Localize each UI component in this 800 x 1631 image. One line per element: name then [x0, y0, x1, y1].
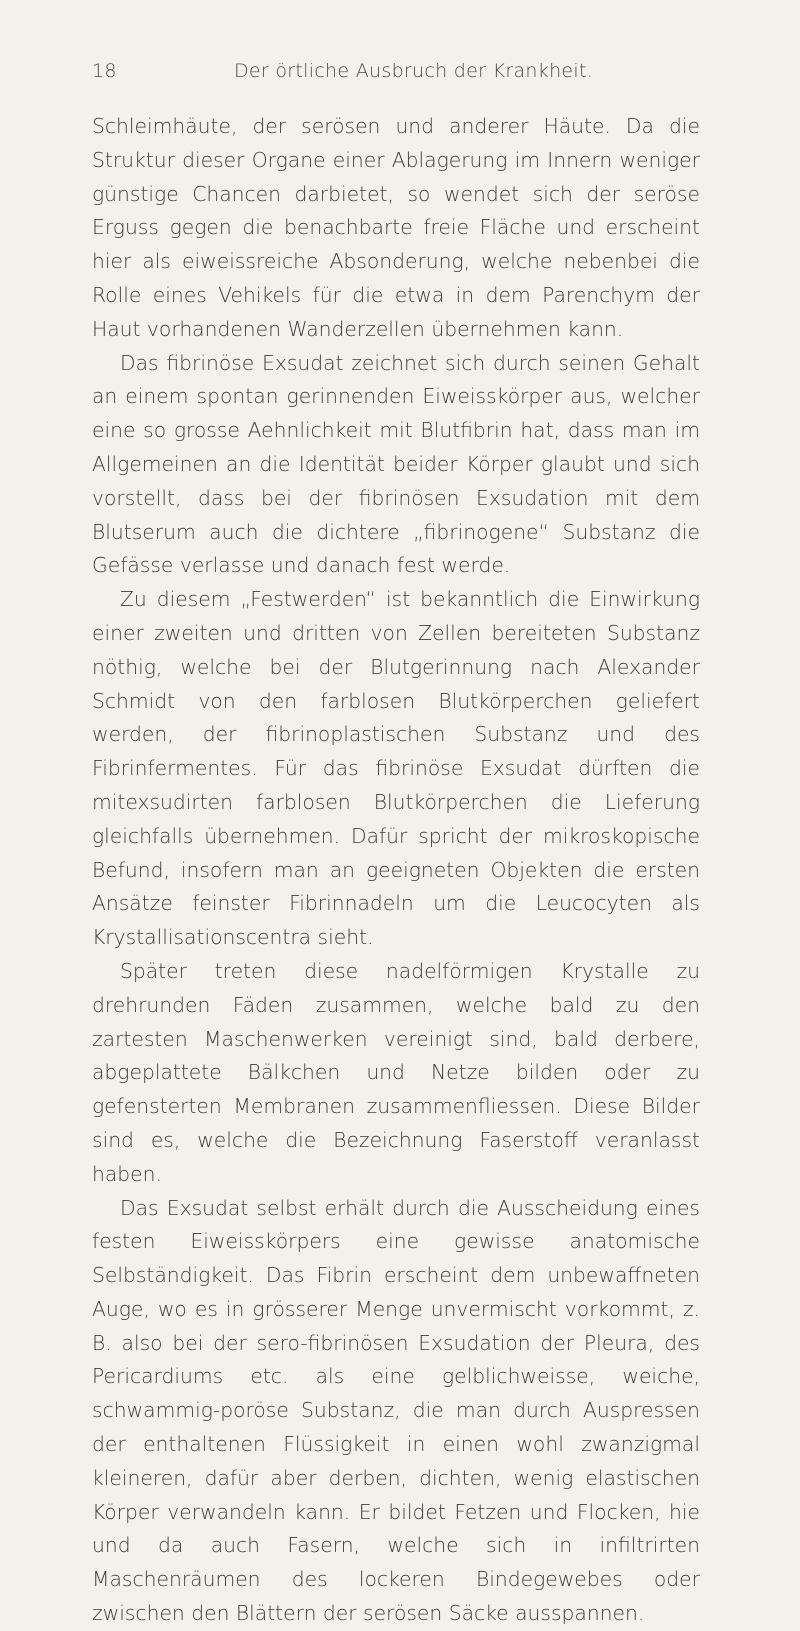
- running-title: Der örtliche Ausbruch der Krankheit.: [234, 60, 594, 82]
- paragraph-fibrinoese-exsudat: Das fibrinöse Exsudat zeichnet sich durch seinen Gehalt an einem spontan gerinnenden Eiweisskörper aus, welcher eine so grosse Aehnlichkeit mit Blutfibrin hat, dass man im Allgemeinen an die Identität beider Körper glaubt und sich vorstellt, dass bei der fibrinösen Exsudation mit dem Blutserum auch die dichtere „fibrinogene“ Substanz die Gefässe verlasse und danach fest werde.: [92, 350, 700, 578]
- paragraph-festwerden: Zu diesem „Festwerden“ ist bekanntlich die Einwirkung einer zweiten und dritten von Zellen bereiteten Substanz nöthig, welche bei der Blutgerinnung nach Alexander Schmidt von den farblosen Blutkörperchen geliefert werden, der fibrinoplastischen Substanz und des Fibrinfermentes. Für das fibrinöse Exsudat dürften die mitexsudirten farblosen Blutkörperchen die Lieferung gleichfalls übernehmen. Dafür spricht der mikroskopische Befund, insofern man an geeigneten Objekten die ersten Ansätze feinster Fibrinnadeln um die Leucocyten als Krystallisationscentra sieht.: [92, 587, 700, 950]
- paragraph-continuation: Schleimhäute, der serösen und anderer Häute. Da die Struktur dieser Organe einer Ablagerung im Innern weniger günstige Chancen darbietet, so wendet sich der seröse Erguss gegen die benachbarte freie Fläche und erscheint hier als eiweissreiche Absonderung, welche nebenbei die Rolle eines Vehikels für die etwa in dem Parenchym der Haut vorhandenen Wanderzellen übernehmen kann.: [92, 114, 700, 341]
- paragraph-krystalle: Später treten diese nadelförmigen Krystalle zu drehrunden Fäden zusammen, welche bald zu den zartesten Maschenwerken vereinigt sind, bald derbere, abgeplattete Bälkchen und Netze bilden oder zu gefensterten Membranen zusammenfliessen. Diese Bilder sind es, welche die Bezeichnung Faserstoff veranlasst haben.: [92, 958, 700, 1186]
- body-text: [92, 110, 700, 1631]
- paragraph-exsudat-selbstaendigkeit: Das Exsudat selbst erhält durch die Ausscheidung eines festen Eiweisskörpers eine gewisse anatomische Selbständigkeit. Das Fibrin erscheint dem unbewaffneten Auge, wo es in grösserer Menge unvermischt vorkommt, z. B. also bei der sero-fibrinösen Exsudation der Pleura, des Pericardiums etc. als eine gelblichweisse, weiche, schwammig-poröse Substanz, die man durch Auspressen der enthaltenen Flüssigkeit in einen wohl zwanzigmal kleineren, dafür aber derben, dichten, wenig elastischen Körper verwandeln kann. Er bildet Fetzen und Flocken, hie und da auch Fasern, welche sich in infiltrirten Maschenräumen des lockeren Bindegewebes oder zwischen den Blättern der serösen Säcke ausspannen.: [92, 1195, 700, 1626]
- page-number: 18: [92, 60, 117, 82]
- page-header: [92, 60, 692, 90]
